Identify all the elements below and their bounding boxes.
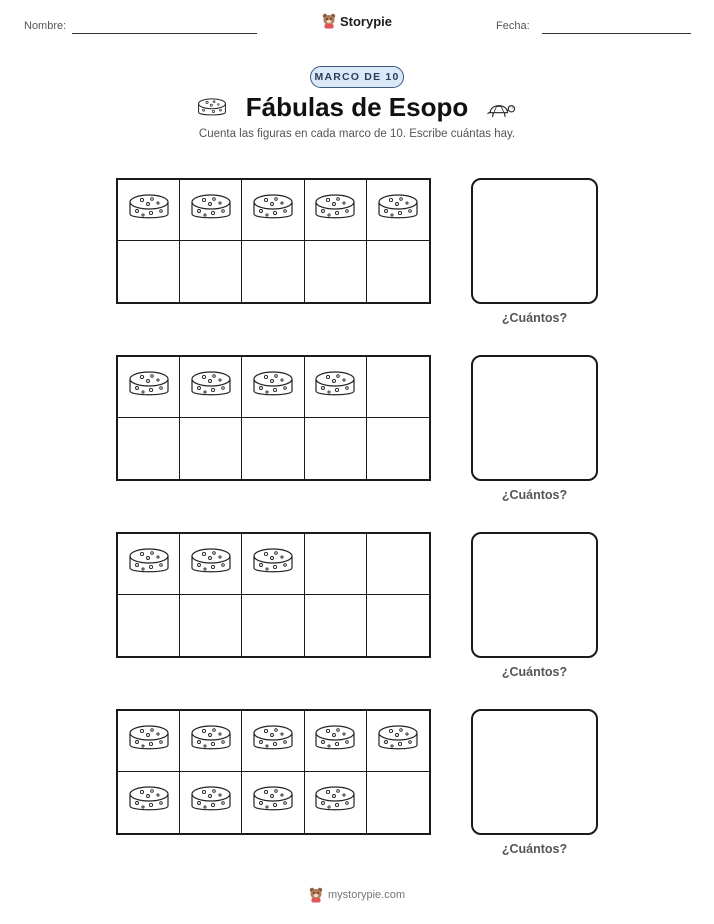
- ten-frame-cell: [305, 357, 367, 418]
- name-label: Nombre:: [24, 20, 67, 32]
- cheese-wheel-icon: [251, 191, 295, 230]
- ten-frame-cell: [242, 711, 304, 772]
- ten-frame-cell: [367, 241, 429, 302]
- topic-badge: MARCO DE 10: [310, 66, 404, 88]
- ten-frame-cell: [305, 534, 367, 595]
- cheese-wheel-icon: [189, 722, 233, 761]
- cheese-wheel-icon: [313, 368, 357, 407]
- cheese-wheel-icon: [127, 722, 171, 761]
- title-row: [0, 92, 714, 123]
- ten-frame-cell: [180, 711, 242, 772]
- ten-frame-cell: [367, 711, 429, 772]
- ten-frame-cell: [242, 595, 304, 656]
- ten-frame-cell: [242, 418, 304, 479]
- name-line[interactable]: [72, 33, 257, 34]
- ten-frame-cell: [118, 534, 180, 595]
- cheese-wheel-icon: [189, 783, 233, 822]
- cheese-wheel-icon: [251, 722, 295, 761]
- brand-name: Storypie: [339, 13, 392, 29]
- ten-frame-cell: [367, 534, 429, 595]
- footer: [0, 887, 714, 903]
- ten-frame-2: [116, 355, 431, 481]
- cheese-wheel-icon: [251, 545, 295, 584]
- ten-frame-cell: [180, 418, 242, 479]
- answer-label: ¿Cuántos?: [501, 842, 568, 856]
- cheese-wheel-icon: [127, 191, 171, 230]
- instructions: Cuenta las figuras en cada marco de 10. Escribe cuántas hay.: [198, 128, 516, 140]
- answer-label: ¿Cuántos?: [501, 488, 568, 502]
- ten-frame-cell: [118, 357, 180, 418]
- ten-frame-cell: [242, 241, 304, 302]
- ten-frame-cell: [367, 180, 429, 241]
- cheese-wheel-icon: [127, 545, 171, 584]
- cheese-wheel-icon: [251, 783, 295, 822]
- page-title: Fábulas de Esopo: [245, 92, 469, 122]
- ten-frame-cell: [242, 357, 304, 418]
- cheese-wheel-icon: [127, 368, 171, 407]
- answer-label: ¿Cuántos?: [501, 311, 568, 325]
- answer-label: ¿Cuántos?: [501, 665, 568, 679]
- cheese-wheel-icon: [189, 191, 233, 230]
- bear-mascot-icon: [309, 887, 323, 903]
- cheese-wheel-icon: [127, 783, 171, 822]
- ten-frame-cell: [242, 180, 304, 241]
- ten-frame-cell: [305, 180, 367, 241]
- answer-box-2[interactable]: [471, 355, 598, 481]
- ten-frame-cell: [180, 595, 242, 656]
- ten-frame-cell: [367, 595, 429, 656]
- date-line[interactable]: [542, 33, 691, 34]
- turtle-icon: [486, 97, 518, 119]
- ten-frame-cell: [180, 534, 242, 595]
- answer-box-4[interactable]: [471, 709, 598, 835]
- ten-frame-cell: [118, 418, 180, 479]
- cheese-wheel-icon: [376, 191, 420, 230]
- ten-frame-cell: [305, 772, 367, 833]
- bear-mascot-icon: [322, 13, 336, 29]
- ten-frame-cell: [180, 357, 242, 418]
- ten-frame-cell: [305, 418, 367, 479]
- answer-box-1[interactable]: [471, 178, 598, 304]
- cheese-wheel-icon: [313, 783, 357, 822]
- date-label: Fecha:: [496, 20, 530, 32]
- brand-logo: [0, 13, 714, 29]
- ten-frame-cell: [180, 180, 242, 241]
- ten-frame-3: [116, 532, 431, 658]
- ten-frame-cell: [305, 241, 367, 302]
- ten-frame-cell: [367, 418, 429, 479]
- ten-frame-cell: [367, 357, 429, 418]
- ten-frame-4: [116, 709, 431, 835]
- cheese-wheel-icon: [313, 722, 357, 761]
- footer-url: mystorypie.com: [327, 889, 406, 901]
- cheese-wheel-icon: [376, 722, 420, 761]
- ten-frame-cell: [118, 241, 180, 302]
- ten-frame-cell: [305, 595, 367, 656]
- ten-frame-cell: [367, 772, 429, 833]
- cheese-wheel-icon: [196, 96, 228, 120]
- answer-box-3[interactable]: [471, 532, 598, 658]
- ten-frame-cell: [242, 534, 304, 595]
- ten-frame-cell: [305, 711, 367, 772]
- cheese-wheel-icon: [189, 545, 233, 584]
- ten-frame-cell: [118, 595, 180, 656]
- cheese-wheel-icon: [189, 368, 233, 407]
- ten-frame-cell: [118, 711, 180, 772]
- cheese-wheel-icon: [313, 191, 357, 230]
- ten-frame-cell: [242, 772, 304, 833]
- cheese-wheel-icon: [251, 368, 295, 407]
- ten-frame-1: [116, 178, 431, 304]
- ten-frame-cell: [118, 180, 180, 241]
- ten-frame-cell: [118, 772, 180, 833]
- ten-frame-cell: [180, 241, 242, 302]
- ten-frame-cell: [180, 772, 242, 833]
